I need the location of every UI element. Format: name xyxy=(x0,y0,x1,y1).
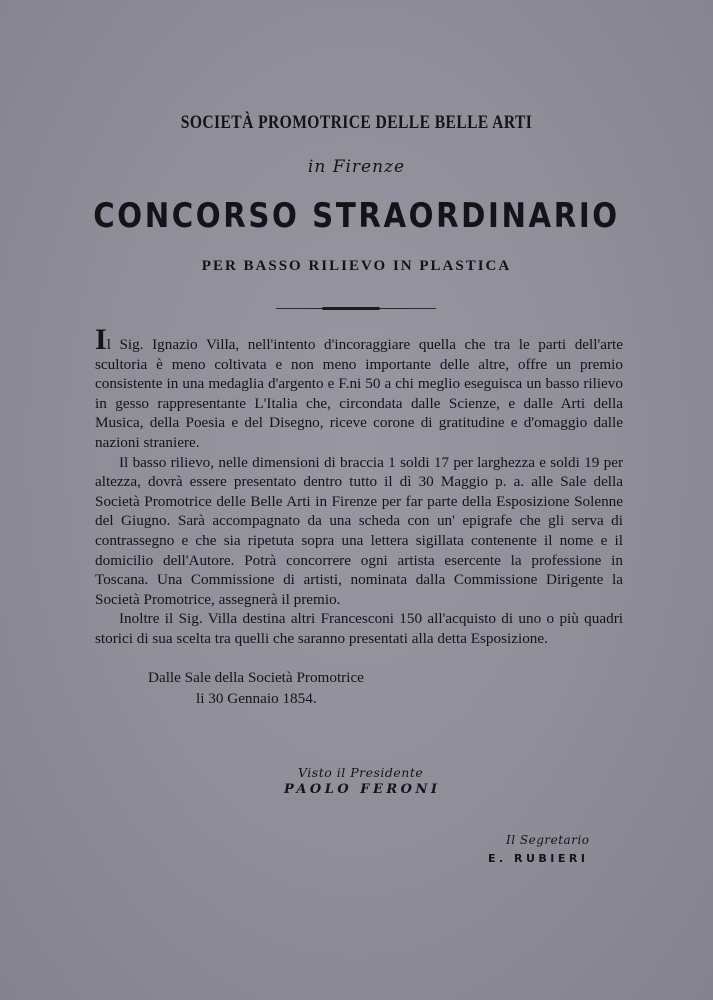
paragraph-1: Il Sig. Ignazio Villa, nell'intento d'incoraggiare quella che tra le parti dell'arte scultoria è meno coltivata e non meno importante delle altre, offre un premio consistente in una medaglia d'argento e F.ni 50 a chi meglio eseguisca un basso rilievo in gesso rappresentante L'Italia che, circondata dalle Scienze, e dalle Arti della Musica, della Poesia e del Disegno, riceve corone di gratitudine e d'omaggio dalle nazioni straniere. xyxy=(95,323,623,451)
dateline-place: Dalle Sale della Società Promotrice xyxy=(148,669,364,686)
paragraph-3: Inoltre il Sig. Villa destina altri Francesconi 150 all'acquisto di uno o più quadri storici di sua scelta tra quelli che saranno presentati alla detta Esposizione. xyxy=(95,610,623,647)
president-name: PAOLO FERONI xyxy=(284,782,441,797)
president-label: Visto il Presidente xyxy=(298,765,424,780)
paragraph-2: Il basso rilievo, nelle dimensioni di braccia 1 soldi 17 per larghezza e soldi 19 per altezza, dovrà essere presentato dentro tutto il dì 30 Maggio p. a. alle Sale della Società Promotrice delle Belle Arti in Firenze per far parte della Esposizione Solenne del Giugno. Sarà accompagnato da una scheda con un' epigrafe che gli serva di contrassegno e che sia ripetuta sopra una lettera sigillata contenente il nome e il domicilio dell'Autore. Potrà concorrere ogni artista esercente la professione in Toscana. Una Commissione di artisti, nominata dalla Commissione Dirigente la Società Promotrice, assegnerà il premio. xyxy=(95,453,623,608)
secretary-name: E. RUBIERI xyxy=(488,852,589,865)
competition-title: CONCORSO STRAORDINARIO xyxy=(93,196,620,236)
announcement-body xyxy=(95,323,623,649)
dateline xyxy=(148,667,364,709)
city-line: in Firenze xyxy=(307,157,406,177)
society-heading: SOCIETÀ PROMOTRICE DELLE BELLE ARTI xyxy=(180,112,533,133)
secretary-label: Il Segretario xyxy=(506,833,590,847)
ornamental-rule-center xyxy=(322,307,380,310)
dateline-date: li 30 Gennaio 1854. xyxy=(196,690,317,707)
competition-subtitle: PER BASSO RILIEVO IN PLASTICA xyxy=(201,258,512,274)
